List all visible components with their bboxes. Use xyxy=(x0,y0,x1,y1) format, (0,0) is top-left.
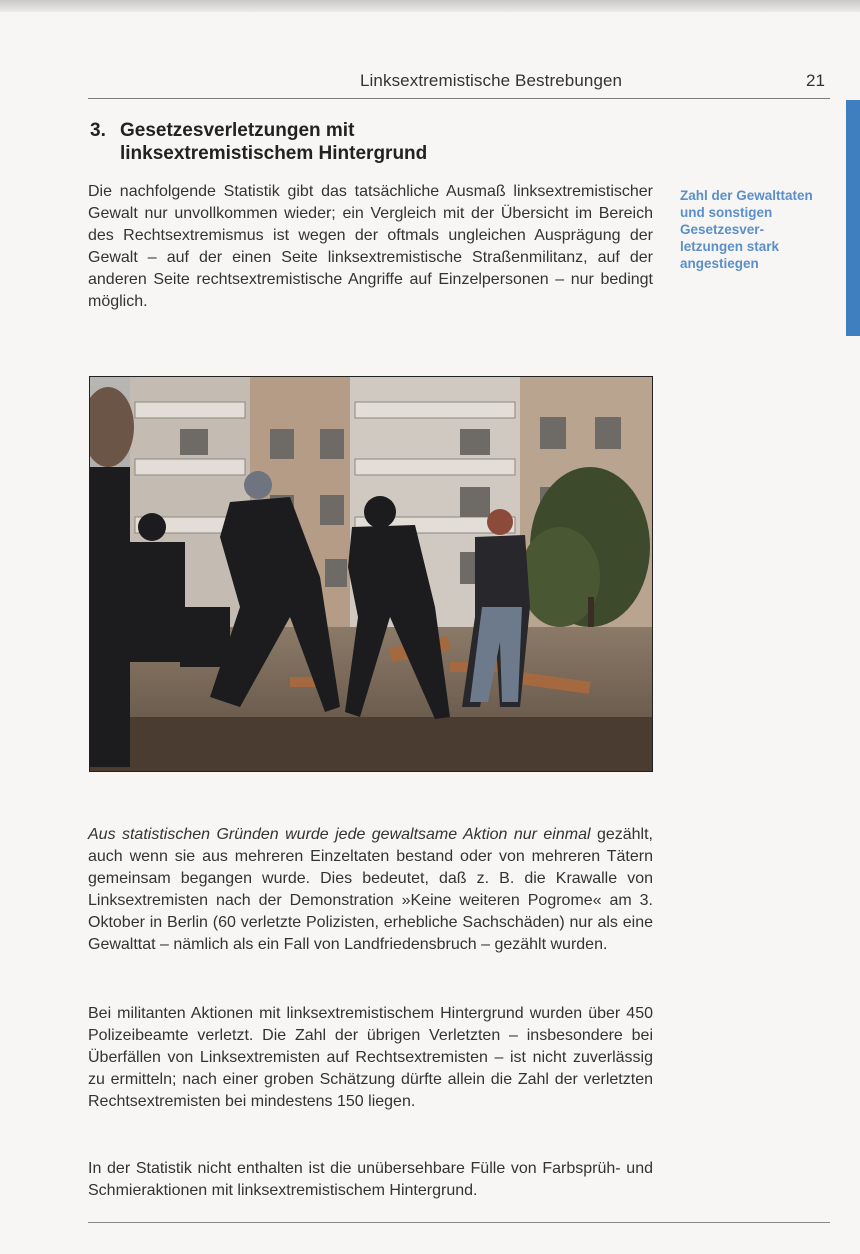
margin-note: Zahl der Gewalttaten und sonstigen Gesetzesverletzungen stark angestiegen xyxy=(680,188,813,271)
paragraph-graffiti: In der Statistik nicht enthalten ist die unübersehbare Fülle von Farbsprüh- und Schmieraktionen mit linksextremistischem Hintergrund. xyxy=(88,1160,653,1199)
header-divider xyxy=(88,98,830,99)
footer-divider xyxy=(88,1222,830,1223)
paragraph-statistics-italic: Aus statistischen Gründen wurde jede gewaltsame Aktion nur einmal xyxy=(88,826,591,843)
running-header-title: Linksextremistische Bestrebungen xyxy=(360,71,623,90)
page-number: 21 xyxy=(806,71,825,90)
paragraph-injuries: Bei militanten Aktionen mit linksextremistischem Hintergrund wurden über 450 Polizeibeamte verletzt. Die Zahl der übrigen Verletzten – insbesondere bei Überfällen von Linksextremisten auf Rechtsextremisten – ist nicht zuverlässig zu ermitteln; nach einer groben Schätzung dürfte allein die Zahl der verletzten Rechtsextremisten bei mindestens 150 liegen. xyxy=(88,1005,653,1110)
page-top-band xyxy=(0,0,860,12)
chapter-tab-marker xyxy=(846,100,860,336)
section-heading xyxy=(90,119,610,165)
section-title-line2: linksextremistischem Hintergrund xyxy=(120,143,428,164)
riot-photo xyxy=(89,376,653,772)
section-title-line1: Gesetzesverletzungen mit xyxy=(120,120,355,141)
paragraph-statistics-rest: gezählt, auch wenn sie aus mehreren Einzeltaten bestand oder von mehreren Tätern gemeinsam begangen wurde. Dies bedeutet, daß z. B. die Krawalle von Linksextremisten nach der Demonstration »Keine weiteren Pogrome« am 3. Oktober in Berlin (60 verletzte Polizisten, erhebliche Sachschäden) nur als eine Gewalttat – nämlich als ein Fall von Landfriedensbruch – gezählt wurden. xyxy=(88,826,653,953)
paragraph-statistics xyxy=(88,824,653,956)
section-number: 3. xyxy=(90,120,106,141)
paragraph-intro: Die nachfolgende Statistik gibt das tatsächliche Ausmaß linksextremistischer Gewalt nur unvollkommen wieder; ein Vergleich mit der Übersicht im Bereich des Rechtsextremismus ist wegen der oftmals ungleichen Ausprägung der Gewalt – auf der einen Seite linksextremistische Straßenmilitanz, auf der anderen Seite rechtsextremistische Angriffe auf Einzelpersonen – nur bedingt möglich. xyxy=(88,183,653,310)
